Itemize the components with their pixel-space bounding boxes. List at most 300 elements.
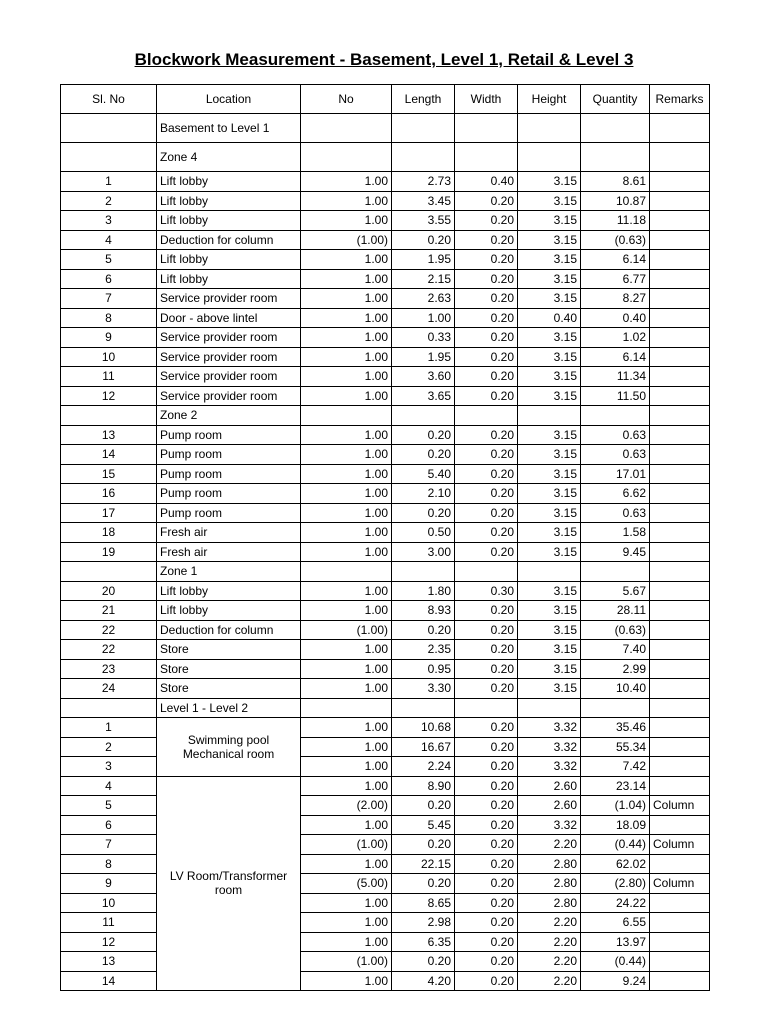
height-cell: 3.15	[518, 250, 581, 270]
table-row	[61, 620, 710, 640]
no-cell: 1.00	[301, 542, 392, 562]
length-cell: 8.90	[392, 776, 455, 796]
no-cell: 1.00	[301, 893, 392, 913]
col-header-quantity: Quantity	[581, 85, 650, 114]
location-cell: Service provider room	[157, 328, 301, 348]
remarks-cell	[650, 191, 710, 211]
length-cell: 3.30	[392, 679, 455, 699]
table-row	[61, 347, 710, 367]
location-cell: Fresh air	[157, 523, 301, 543]
no-cell: 1.00	[301, 289, 392, 309]
quantity-cell: 8.27	[581, 289, 650, 309]
quantity-cell: 8.61	[581, 172, 650, 192]
quantity-cell: 0.63	[581, 445, 650, 465]
width-cell: 0.20	[455, 289, 518, 309]
quantity-cell: (0.63)	[581, 620, 650, 640]
no-cell: 1.00	[301, 601, 392, 621]
sl-cell: 1	[61, 718, 157, 738]
remarks-cell: Column	[650, 874, 710, 894]
height-cell: 3.15	[518, 679, 581, 699]
location-cell: Pump room	[157, 484, 301, 504]
length-cell: 3.55	[392, 211, 455, 231]
remarks-cell	[650, 952, 710, 972]
sl-cell: 4	[61, 776, 157, 796]
remarks-cell	[650, 913, 710, 933]
location-cell: Deduction for column	[157, 230, 301, 250]
location-cell: Lift lobby	[157, 269, 301, 289]
empty-cell	[518, 114, 581, 143]
location-cell: LV Room/Transformer room	[157, 776, 301, 991]
no-cell: 1.00	[301, 640, 392, 660]
sl-cell: 5	[61, 796, 157, 816]
empty-cell	[581, 406, 650, 426]
sl-cell: 14	[61, 445, 157, 465]
quantity-cell: 23.14	[581, 776, 650, 796]
remarks-cell	[650, 718, 710, 738]
no-cell: (1.00)	[301, 620, 392, 640]
width-cell: 0.20	[455, 815, 518, 835]
sl-cell: 18	[61, 523, 157, 543]
no-cell: 1.00	[301, 854, 392, 874]
quantity-cell: 6.55	[581, 913, 650, 933]
no-cell: 1.00	[301, 503, 392, 523]
table-row	[61, 542, 710, 562]
length-cell: 2.35	[392, 640, 455, 660]
sl-cell: 8	[61, 308, 157, 328]
section-row	[61, 698, 710, 718]
sl-cell: 23	[61, 659, 157, 679]
empty-cell	[581, 562, 650, 582]
section-label: Level 1 - Level 2	[157, 698, 301, 718]
length-cell: 4.20	[392, 971, 455, 991]
quantity-cell: 0.40	[581, 308, 650, 328]
length-cell: 0.20	[392, 620, 455, 640]
quantity-cell: 1.58	[581, 523, 650, 543]
length-cell: 0.20	[392, 796, 455, 816]
no-cell: 1.00	[301, 269, 392, 289]
height-cell: 3.15	[518, 386, 581, 406]
length-cell: 2.10	[392, 484, 455, 504]
col-header-remarks: Remarks	[650, 85, 710, 114]
empty-cell	[650, 114, 710, 143]
width-cell: 0.20	[455, 269, 518, 289]
width-cell: 0.20	[455, 932, 518, 952]
quantity-cell: 5.67	[581, 581, 650, 601]
quantity-cell: 35.46	[581, 718, 650, 738]
table-row	[61, 425, 710, 445]
location-cell: Lift lobby	[157, 172, 301, 192]
height-cell: 2.80	[518, 874, 581, 894]
length-cell: 6.35	[392, 932, 455, 952]
remarks-cell	[650, 581, 710, 601]
quantity-cell: (2.80)	[581, 874, 650, 894]
table-row	[61, 640, 710, 660]
remarks-cell	[650, 932, 710, 952]
height-cell: 3.32	[518, 757, 581, 777]
quantity-cell: 11.34	[581, 367, 650, 387]
quantity-cell: 28.11	[581, 601, 650, 621]
height-cell: 3.15	[518, 581, 581, 601]
no-cell: 1.00	[301, 737, 392, 757]
no-cell: 1.00	[301, 679, 392, 699]
table-row	[61, 776, 710, 796]
width-cell: 0.20	[455, 620, 518, 640]
remarks-cell	[650, 776, 710, 796]
height-cell: 2.20	[518, 835, 581, 855]
height-cell: 3.15	[518, 328, 581, 348]
col-header-length: Length	[392, 85, 455, 114]
empty-cell	[650, 698, 710, 718]
length-cell: 5.40	[392, 464, 455, 484]
sl-cell: 15	[61, 464, 157, 484]
width-cell: 0.30	[455, 581, 518, 601]
no-cell: 1.00	[301, 172, 392, 192]
height-cell: 3.15	[518, 347, 581, 367]
table-row	[61, 308, 710, 328]
no-cell: (2.00)	[301, 796, 392, 816]
quantity-cell: 0.63	[581, 425, 650, 445]
width-cell: 0.20	[455, 230, 518, 250]
header-row	[61, 85, 710, 114]
width-cell: 0.40	[455, 172, 518, 192]
width-cell: 0.20	[455, 659, 518, 679]
width-cell: 0.20	[455, 874, 518, 894]
height-cell: 3.32	[518, 737, 581, 757]
table-row	[61, 659, 710, 679]
remarks-cell	[650, 523, 710, 543]
remarks-cell	[650, 640, 710, 660]
remarks-cell	[650, 542, 710, 562]
empty-cell	[518, 562, 581, 582]
col-header-no: No	[301, 85, 392, 114]
empty-cell	[650, 406, 710, 426]
quantity-cell: 7.40	[581, 640, 650, 660]
height-cell: 3.15	[518, 269, 581, 289]
width-cell: 0.20	[455, 640, 518, 660]
quantity-cell: (1.04)	[581, 796, 650, 816]
width-cell: 0.20	[455, 737, 518, 757]
empty-cell	[392, 698, 455, 718]
empty-cell	[455, 562, 518, 582]
sl-cell: 14	[61, 971, 157, 991]
no-cell: 1.00	[301, 484, 392, 504]
remarks-cell	[650, 815, 710, 835]
table-row	[61, 601, 710, 621]
sl-cell: 4	[61, 230, 157, 250]
table-row	[61, 269, 710, 289]
sl-cell: 2	[61, 737, 157, 757]
sl-cell: 5	[61, 250, 157, 270]
quantity-cell: 13.97	[581, 932, 650, 952]
sl-cell: 7	[61, 289, 157, 309]
height-cell: 3.15	[518, 659, 581, 679]
height-cell: 3.15	[518, 367, 581, 387]
sl-cell: 24	[61, 679, 157, 699]
height-cell: 3.15	[518, 620, 581, 640]
width-cell: 0.20	[455, 425, 518, 445]
height-cell: 3.15	[518, 601, 581, 621]
remarks-cell	[650, 172, 710, 192]
no-cell: 1.00	[301, 971, 392, 991]
location-cell: Pump room	[157, 464, 301, 484]
height-cell: 3.15	[518, 191, 581, 211]
no-cell: 1.00	[301, 425, 392, 445]
length-cell: 0.20	[392, 230, 455, 250]
height-cell: 3.15	[518, 230, 581, 250]
col-header-location: Location	[157, 85, 301, 114]
empty-cell	[518, 698, 581, 718]
table-row	[61, 679, 710, 699]
quantity-cell: (0.44)	[581, 835, 650, 855]
quantity-cell: 6.14	[581, 250, 650, 270]
empty-cell	[392, 143, 455, 172]
remarks-cell	[650, 757, 710, 777]
width-cell: 0.20	[455, 718, 518, 738]
height-cell: 3.15	[518, 172, 581, 192]
col-header-width: Width	[455, 85, 518, 114]
empty-cell	[301, 698, 392, 718]
sl-cell	[61, 698, 157, 718]
length-cell: 1.00	[392, 308, 455, 328]
quantity-cell: 11.18	[581, 211, 650, 231]
remarks-cell	[650, 230, 710, 250]
quantity-cell: 6.62	[581, 484, 650, 504]
table-row	[61, 172, 710, 192]
empty-cell	[581, 698, 650, 718]
empty-cell	[455, 698, 518, 718]
table-row	[61, 445, 710, 465]
height-cell: 3.15	[518, 211, 581, 231]
width-cell: 0.20	[455, 211, 518, 231]
no-cell: 1.00	[301, 932, 392, 952]
quantity-cell: 6.14	[581, 347, 650, 367]
height-cell: 3.32	[518, 718, 581, 738]
width-cell: 0.20	[455, 893, 518, 913]
length-cell: 2.24	[392, 757, 455, 777]
location-cell: Pump room	[157, 503, 301, 523]
length-cell: 1.95	[392, 347, 455, 367]
length-cell: 0.20	[392, 445, 455, 465]
no-cell: 1.00	[301, 308, 392, 328]
width-cell: 0.20	[455, 679, 518, 699]
col-header-sl: Sl. No	[61, 85, 157, 114]
width-cell: 0.20	[455, 347, 518, 367]
no-cell: 1.00	[301, 211, 392, 231]
sl-cell: 8	[61, 854, 157, 874]
sl-cell: 19	[61, 542, 157, 562]
length-cell: 8.65	[392, 893, 455, 913]
height-cell: 3.15	[518, 464, 581, 484]
height-cell: 2.80	[518, 854, 581, 874]
quantity-cell: (0.44)	[581, 952, 650, 972]
empty-cell	[392, 562, 455, 582]
remarks-cell	[650, 269, 710, 289]
remarks-cell	[650, 601, 710, 621]
width-cell: 0.20	[455, 913, 518, 933]
length-cell: 0.20	[392, 952, 455, 972]
col-header-height: Height	[518, 85, 581, 114]
width-cell: 0.20	[455, 250, 518, 270]
location-cell: Deduction for column	[157, 620, 301, 640]
measurement-table	[60, 84, 710, 991]
table-row	[61, 386, 710, 406]
sl-cell: 20	[61, 581, 157, 601]
sl-cell: 3	[61, 757, 157, 777]
remarks-cell	[650, 289, 710, 309]
section-label: Basement to Level 1	[157, 114, 301, 143]
width-cell: 0.20	[455, 308, 518, 328]
sl-cell: 10	[61, 347, 157, 367]
location-cell: Service provider room	[157, 386, 301, 406]
no-cell: 1.00	[301, 347, 392, 367]
height-cell: 2.20	[518, 932, 581, 952]
section-row	[61, 406, 710, 426]
section-row	[61, 143, 710, 172]
remarks-cell	[650, 620, 710, 640]
remarks-cell	[650, 328, 710, 348]
height-cell: 3.32	[518, 815, 581, 835]
height-cell: 3.15	[518, 425, 581, 445]
height-cell: 2.80	[518, 893, 581, 913]
table-row	[61, 367, 710, 387]
sl-cell: 12	[61, 932, 157, 952]
table-row	[61, 289, 710, 309]
remarks-cell	[650, 250, 710, 270]
width-cell: 0.20	[455, 445, 518, 465]
table-row	[61, 191, 710, 211]
remarks-cell	[650, 347, 710, 367]
sl-cell: 11	[61, 367, 157, 387]
height-cell: 3.15	[518, 503, 581, 523]
table-row	[61, 503, 710, 523]
length-cell: 5.45	[392, 815, 455, 835]
remarks-cell	[650, 737, 710, 757]
empty-cell	[392, 114, 455, 143]
table-row	[61, 250, 710, 270]
quantity-cell: 55.34	[581, 737, 650, 757]
empty-cell	[581, 143, 650, 172]
quantity-cell: 1.02	[581, 328, 650, 348]
sl-cell	[61, 562, 157, 582]
length-cell: 2.98	[392, 913, 455, 933]
remarks-cell	[650, 308, 710, 328]
quantity-cell: 17.01	[581, 464, 650, 484]
sl-cell: 7	[61, 835, 157, 855]
quantity-cell: 7.42	[581, 757, 650, 777]
length-cell: 22.15	[392, 854, 455, 874]
no-cell: (5.00)	[301, 874, 392, 894]
sl-cell: 10	[61, 893, 157, 913]
table-row	[61, 484, 710, 504]
location-cell: Pump room	[157, 425, 301, 445]
location-cell: Lift lobby	[157, 601, 301, 621]
length-cell: 0.20	[392, 874, 455, 894]
table-body	[61, 114, 710, 991]
remarks-cell	[650, 893, 710, 913]
remarks-cell	[650, 445, 710, 465]
empty-cell	[518, 406, 581, 426]
no-cell: 1.00	[301, 464, 392, 484]
sl-cell	[61, 114, 157, 143]
quantity-cell: 9.24	[581, 971, 650, 991]
empty-cell	[301, 406, 392, 426]
no-cell: 1.00	[301, 581, 392, 601]
length-cell: 3.60	[392, 367, 455, 387]
width-cell: 0.20	[455, 757, 518, 777]
quantity-cell: 9.45	[581, 542, 650, 562]
length-cell: 2.63	[392, 289, 455, 309]
quantity-cell: 10.87	[581, 191, 650, 211]
sl-cell: 9	[61, 328, 157, 348]
height-cell: 3.15	[518, 523, 581, 543]
quantity-cell: (0.63)	[581, 230, 650, 250]
width-cell: 0.20	[455, 386, 518, 406]
location-cell: Store	[157, 679, 301, 699]
remarks-cell	[650, 484, 710, 504]
length-cell: 3.65	[392, 386, 455, 406]
sl-cell: 21	[61, 601, 157, 621]
location-cell: Store	[157, 640, 301, 660]
quantity-cell: 2.99	[581, 659, 650, 679]
location-cell: Lift lobby	[157, 250, 301, 270]
section-row	[61, 562, 710, 582]
width-cell: 0.20	[455, 542, 518, 562]
section-label: Zone 1	[157, 562, 301, 582]
no-cell: 1.00	[301, 523, 392, 543]
table-row	[61, 523, 710, 543]
sl-cell: 11	[61, 913, 157, 933]
empty-cell	[301, 562, 392, 582]
no-cell: 1.00	[301, 659, 392, 679]
location-cell: Lift lobby	[157, 191, 301, 211]
length-cell: 0.20	[392, 503, 455, 523]
location-cell: Store	[157, 659, 301, 679]
quantity-cell: 10.40	[581, 679, 650, 699]
width-cell: 0.20	[455, 601, 518, 621]
empty-cell	[301, 143, 392, 172]
width-cell: 0.20	[455, 328, 518, 348]
table-row	[61, 211, 710, 231]
height-cell: 3.15	[518, 542, 581, 562]
width-cell: 0.20	[455, 796, 518, 816]
remarks-cell	[650, 854, 710, 874]
table-row	[61, 581, 710, 601]
section-row	[61, 114, 710, 143]
no-cell: (1.00)	[301, 230, 392, 250]
no-cell: 1.00	[301, 913, 392, 933]
remarks-cell: Column	[650, 835, 710, 855]
empty-cell	[650, 562, 710, 582]
width-cell: 0.20	[455, 191, 518, 211]
sl-cell: 16	[61, 484, 157, 504]
width-cell: 0.20	[455, 835, 518, 855]
empty-cell	[455, 406, 518, 426]
empty-cell	[301, 114, 392, 143]
page-title	[0, 50, 768, 70]
length-cell: 2.73	[392, 172, 455, 192]
length-cell: 0.20	[392, 425, 455, 445]
sl-cell: 13	[61, 952, 157, 972]
width-cell: 0.20	[455, 464, 518, 484]
no-cell: 1.00	[301, 367, 392, 387]
sl-cell	[61, 143, 157, 172]
sl-cell: 1	[61, 172, 157, 192]
length-cell: 1.80	[392, 581, 455, 601]
no-cell: 1.00	[301, 718, 392, 738]
width-cell: 0.20	[455, 854, 518, 874]
no-cell: 1.00	[301, 445, 392, 465]
no-cell: (1.00)	[301, 952, 392, 972]
